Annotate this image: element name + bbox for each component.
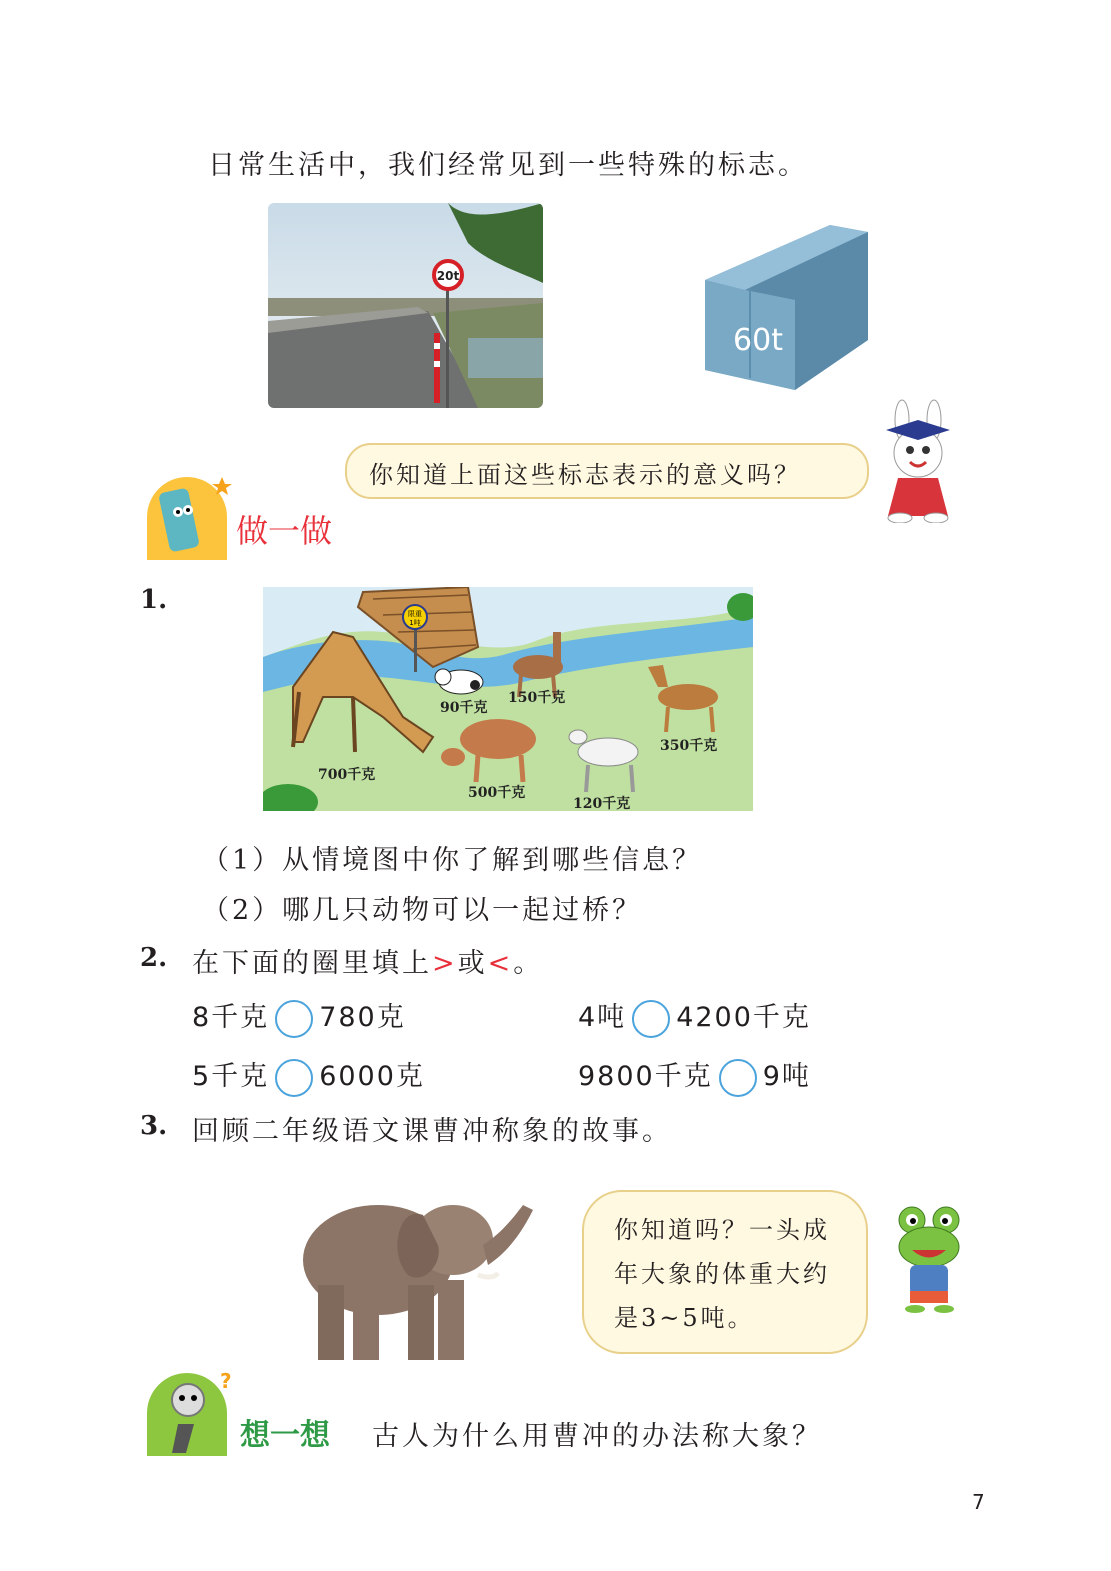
lt-symbol: <	[487, 948, 514, 979]
container-text: 60t	[733, 323, 783, 358]
compare-circle[interactable]	[632, 1000, 670, 1038]
compare-row-3	[192, 1054, 425, 1097]
pencil-mascot-icon	[142, 472, 237, 560]
goat-weight-label: 120千克	[573, 796, 631, 811]
q3-number: 3.	[140, 1111, 168, 1141]
compare-left: 9800千克	[578, 1061, 713, 1092]
bubble-question-text: 你知道上面这些标志表示的意义吗？	[369, 461, 801, 489]
deer-weight-label: 150千克	[508, 690, 566, 706]
fact-line-2: 年大象的体重大约	[614, 1260, 830, 1288]
road-sign-text: 20t	[436, 269, 460, 283]
bridge-sign-line2: 1吨	[409, 619, 421, 627]
compare-row-2	[578, 995, 811, 1038]
microphone-mascot-icon	[142, 1368, 237, 1456]
question-bubble	[345, 443, 869, 499]
think-text: 古人为什么用曹冲的办法称大象？	[372, 1421, 822, 1452]
intro-text: 日常生活中，我们经常见到一些特殊的标志。	[208, 150, 808, 181]
q2-prompt-a: 在下面的圈里填上	[192, 948, 432, 979]
giraffe-weight-label: 700千克	[318, 767, 376, 783]
compare-right: 780克	[319, 1002, 406, 1033]
compare-circle[interactable]	[275, 1000, 313, 1038]
svg-text:?: ?	[220, 1369, 232, 1393]
cow-weight-label: 500千克	[468, 785, 526, 801]
animals-scene	[263, 587, 753, 811]
panda-weight-label: 90千克	[440, 700, 488, 716]
compare-circle[interactable]	[275, 1059, 313, 1097]
frog-mascot	[890, 1205, 970, 1315]
q1-sub2: （2）哪几只动物可以一起过桥？	[202, 895, 643, 926]
fact-line-1: 你知道吗？一头成	[614, 1216, 830, 1244]
fact-line-3: 是3~5吨。	[614, 1304, 755, 1332]
bridge-sign-line1: 限重	[408, 610, 422, 618]
think-title: 想一想	[240, 1418, 330, 1453]
compare-left: 8千克	[192, 1002, 270, 1033]
compare-left: 4吨	[578, 1002, 627, 1033]
q2-or: 或	[457, 948, 488, 979]
section-doit-title: 做一做	[236, 512, 333, 550]
elephant-fact-bubble	[582, 1190, 868, 1354]
gt-symbol: >	[432, 948, 458, 979]
container-image	[700, 220, 870, 390]
compare-row-4	[578, 1054, 811, 1097]
compare-right: 6000克	[319, 1061, 425, 1092]
page-number: 7	[972, 1490, 985, 1514]
horse-weight-label: 350千克	[660, 738, 718, 754]
road-photo	[268, 203, 543, 408]
q3-text: 回顾二年级语文课曹冲称象的故事。	[192, 1116, 672, 1147]
q2-end: 。	[513, 948, 544, 979]
q1-sub1: （1）从情境图中你了解到哪些信息？	[202, 845, 703, 876]
q1-number: 1.	[140, 585, 168, 615]
compare-circle[interactable]	[719, 1059, 757, 1097]
compare-right: 9吨	[762, 1061, 811, 1092]
rabbit-mascot	[872, 398, 962, 523]
q2-prompt	[192, 941, 543, 980]
compare-left: 5千克	[192, 1061, 270, 1092]
compare-row-1	[192, 995, 406, 1038]
q2-number: 2.	[140, 943, 168, 973]
elephant-image	[298, 1185, 538, 1365]
compare-right: 4200千克	[676, 1002, 811, 1033]
